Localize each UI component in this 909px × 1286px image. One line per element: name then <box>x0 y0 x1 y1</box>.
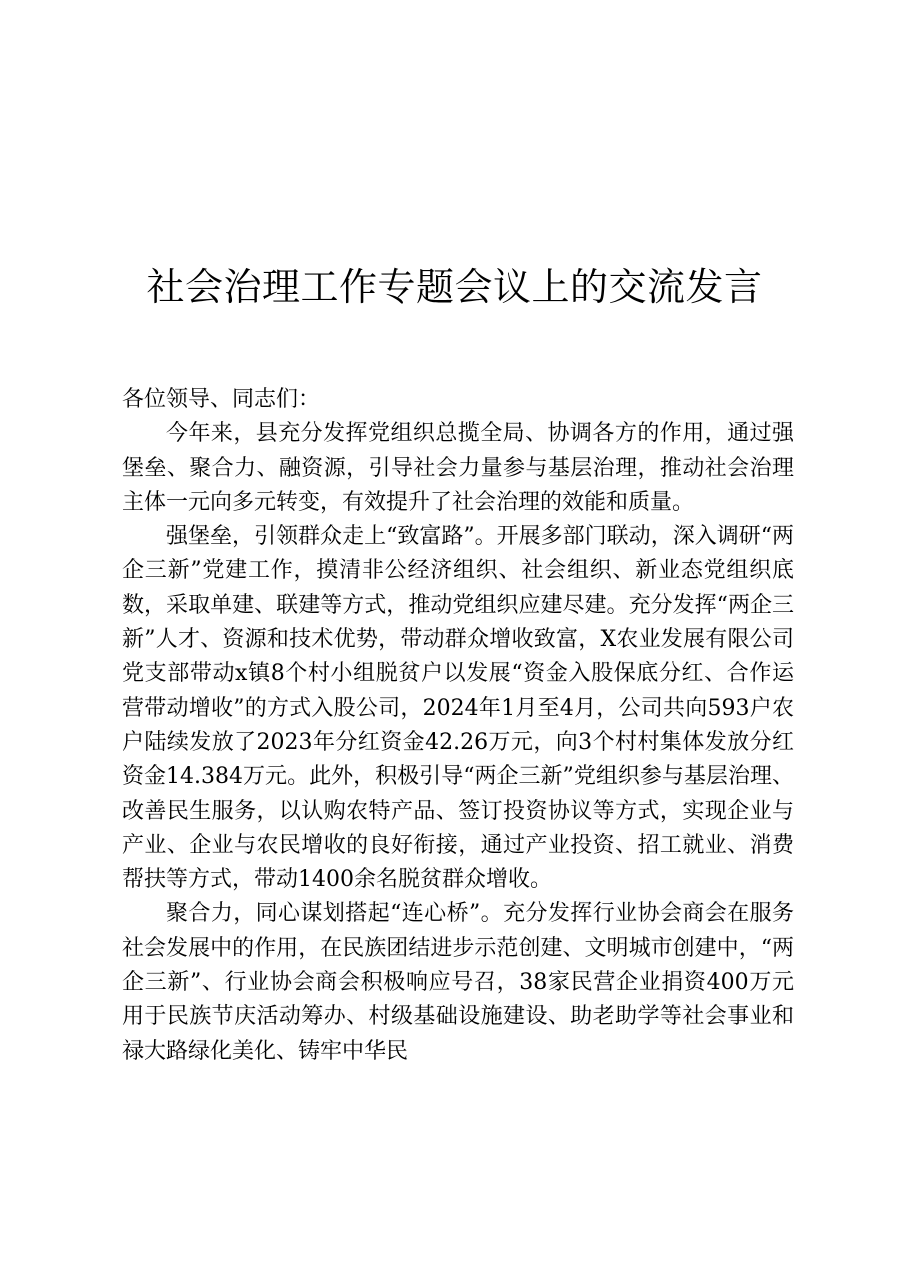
document-body <box>122 383 794 1069</box>
document-title: 社会治理工作专题会议上的交流发言 <box>146 265 763 309</box>
paragraph-strong-fortress: 强堡垒，引领群众走上“致富路”。开展多部门联动，深入调研“两企三新”党建工作，摸清非公经济组织、社会组织、新业态党组织底数，采取单建、联建等方式，推动党组织应建尽建。充分发挥“两企三新”人才、资源和技术优势，带动群众增收致富，X农业发展有限公司党支部带动x镇8个村小组脱贫户以发展“资金入股保底分红、合作运营带动增收”的方式入股公司，2024年1月至4月，公司共向593户农户陆续发放了2023年分红资金42.26万元，向3个村村集体发放分红资金14.384万元。此外，积极引导“两企三新”党组织参与基层治理、改善民生服务，以认购农特产品、签订投资协议等方式，实现企业与产业、企业与农民增收的良好衔接，通过产业投资、招工就业、消费帮扶等方式，带动1400余名脱贫群众增收。 <box>122 524 794 893</box>
paragraph-intro: 今年来，县充分发挥党组织总揽全局、协调各方的作用，通过强堡垒、聚合力、融资源，引导社会力量参与基层治理，推动社会治理主体一元向多元转变，有效提升了社会治理的效能和质量。 <box>122 421 794 515</box>
paragraph-gather-strength: 聚合力，同心谋划搭起“连心桥”。充分发挥行业协会商会在服务社会发展中的作用，在民族团结进步示范创建、文明城市创建中，“两企三新”、行业协会商会积极响应号召，38家民营企业捐资400万元用于民族节庆活动筹办、村级基础设施建设、助老助学等社会事业和禄大路绿化美化、铸牢中华民 <box>122 901 794 1064</box>
salutation: 各位领导、同志们： <box>122 387 321 412</box>
